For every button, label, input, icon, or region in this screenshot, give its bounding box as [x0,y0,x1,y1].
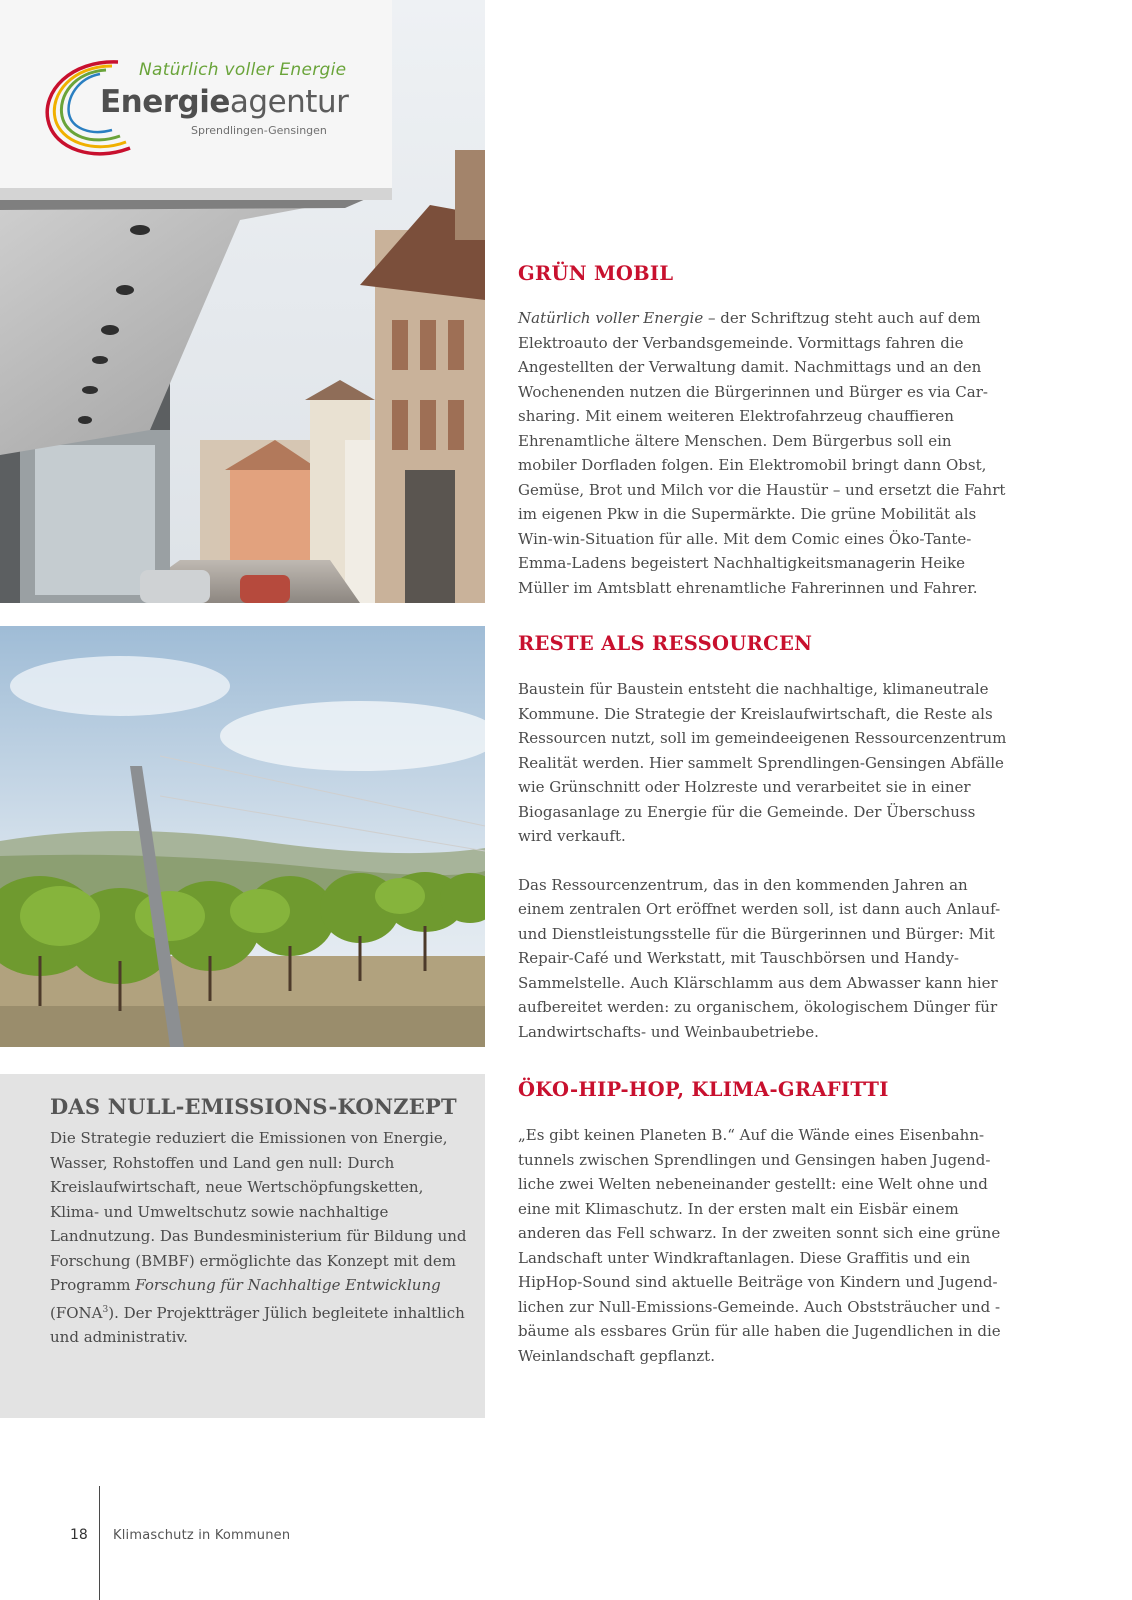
sidebar-text-part2: (FONA [50,1303,103,1322]
vineyard-scene-graphic [0,626,485,1047]
sign-title [100,84,348,120]
section-reste [518,632,1008,1044]
heading-hiphop: ÖKO-HIP-HOP, KLIMA-GRAFITTI [518,1078,889,1101]
heading-gruen-mobil: GRÜN MOBIL [518,262,674,285]
section-hiphop [518,1078,1008,1368]
vineyard-photo [0,626,485,1047]
sidebar-paragraph [50,1126,475,1350]
slogan-emphasis: Natürlich voller Energie [518,309,704,327]
superscript: 3 [102,1304,109,1315]
page-number: 18 [70,1527,88,1543]
program-name: Forschung für Nachhaltige Entwicklung [135,1276,441,1294]
footer-divider [99,1486,100,1600]
sign-subtitle: Sprendlingen-Gensingen [191,124,327,137]
paragraph-hiphop: „Es gibt keinen Planeten B.“ Auf die Wände eines Eisenbahntunnels zwischen Sprendlingen und Gensingen haben Jugendliche zwei Welten nebeneinander gestellt: eine Welt ohne und eine mit Klimaschutz. In der ersten malt ein Eisbär einem anderen das Fell schwarz. In der zweiten sonnt sich eine grüne Landschaft unter Windkraftanlagen. Diese Graffitis und ein HipHop-Sound sind aktuelle Beiträge von Kindern und Jugendlichen zur Null-Emissions-Gemeinde. Auch Obststräucher und -bäume als essbares Grün für alle haben die Jugendlichen in die Weinlandschaft gepflanzt. [518,1126,1001,1365]
sidebar-heading: DAS NULL-EMISSIONS-KONZEPT [50,1094,457,1119]
paragraph-reste-1: Baustein für Baustein entsteht die nachhaltige, klimaneutrale Kommune. Die Strategie der Kreislaufwirtschaft, die Reste als Ressourcen nutzt, soll im gemeindeeigenen Ressourcenzentrum Realität werden. Hier sammelt Sprendlingen-Gensingen Abfälle wie Grünschnitt oder Holzreste und verarbeitet sie in einer Biogasanlage zu Energie für die Gemeinde. Der Überschuss wird verkauft. [518,680,1007,845]
sign-title-bold: Energie [100,84,230,120]
gruen-mobil-body: – der Schriftzug steht auch auf dem Elektroauto der Verbandsgemeinde. Vormittags fahren die Angestellten der Verwaltung damit. Nachmittags und an den Wochenenden nutzen die Bürgerinnen und Bürger es via Carsharing. Mit einem weiteren Elektrofahrzeug chauffieren Ehrenamtliche ältere Menschen. Dem Bürgerbus soll ein mobiler Dorfladen folgen. Ein Elektromobil bringt dann Obst, Gemüse, Brot und Milch vor die Haustür – und ersetzt die Fahrt im eigenen Pkw in die Supermärkte. Die grüne Mobilität als Win-win-Situation für alle. Mit dem Comic eines Öko-Tante-Emma-Ladens begeistert Nachhaltigkeitsmanagerin Heike Müller im Amtsblatt ehrenamtliche Fahrerinnen und Fahrer. [518,309,1006,597]
footer-title: Klimaschutz in Kommunen [113,1528,291,1543]
section-gruen-mobil [518,262,1008,600]
street-photo [0,0,485,603]
sign-title-rest: agentur [229,84,349,120]
null-emissions-sidebar [0,1074,485,1418]
heading-reste: RESTE ALS RESSOURCEN [518,632,813,655]
paragraph-gruen-mobil [518,306,1008,600]
paragraph-reste-2: Das Ressourcenzentrum, das in den kommenden Jahren an einem zentralen Ort eröffnet werden soll, ist dann auch Anlauf- und Dienstleistungsstelle für die Bürgerinnen und Bürger: Mit Repair-Café und Werkstatt, mit Tauschbörsen und Handy-Sammelstelle. Auch Klärschlamm aus dem Abwasser kann hier aufbereitet werden: zu organischem, ökologischem Dünger für Landwirtschafts- und Weinbaubetriebe. [518,875,1001,1041]
sidebar-text-part3: ). Der Projektträger Jülich begleitete inhaltlich und administrativ. [50,1303,465,1346]
sidebar-text [50,1126,475,1350]
sidebar-text-part1: Die Strategie reduziert die Emissionen von Energie, Wasser, Rohstoffen und Land gen null: Durch Kreislaufwirtschaft, neue Wertschöpfungsketten, Klima- und Umweltschutz sowie nachhaltige Landnutzung. Das Bundesministerium für Bildung und Forschung (BMBF) ermöglichte das Konzept mit dem Programm [50,1129,467,1294]
sign-slogan: Natürlich voller Energie [139,60,347,80]
